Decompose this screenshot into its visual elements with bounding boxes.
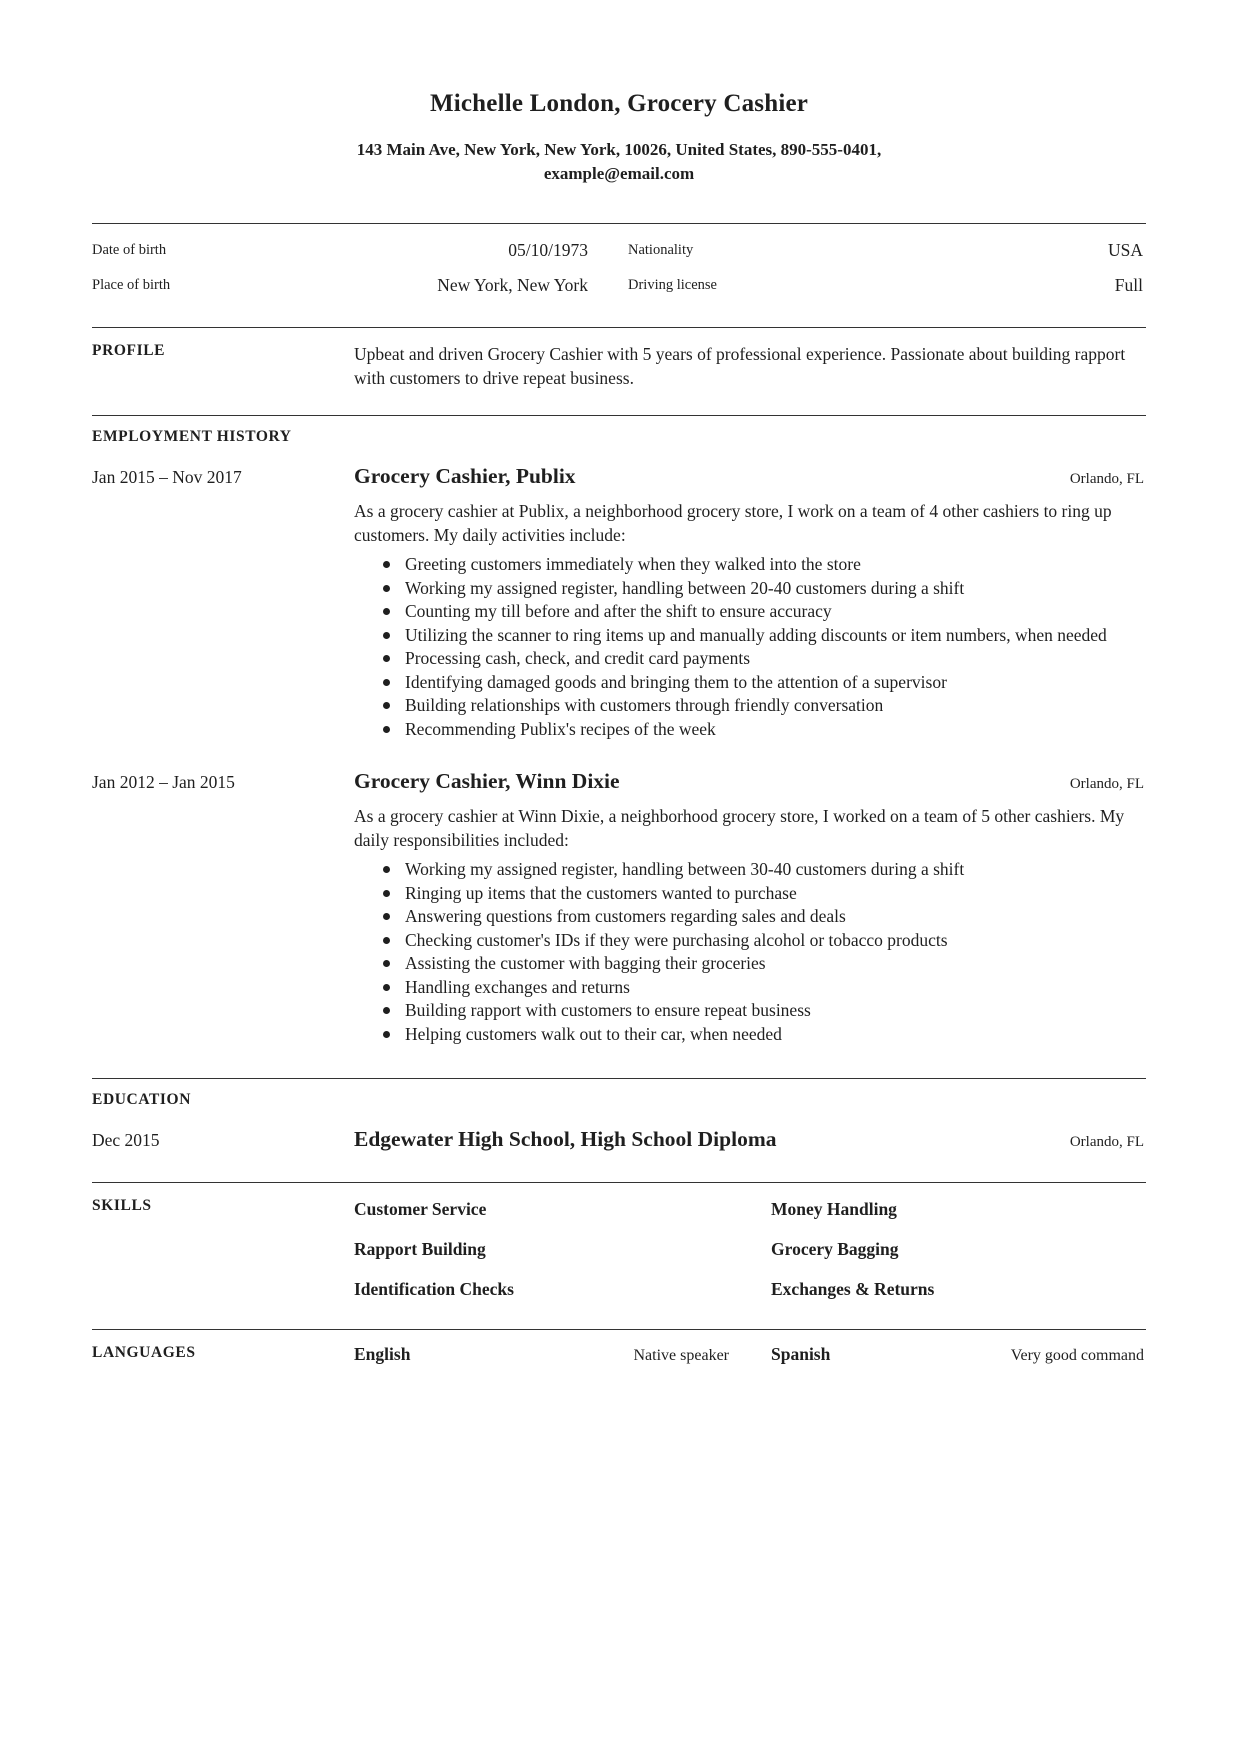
pob-value: New York, New York	[437, 275, 588, 295]
personal-details	[92, 223, 1146, 327]
skill-item: Grocery Bagging	[771, 1239, 899, 1259]
nationality-label: Nationality	[628, 242, 694, 258]
list-item: Assisting the customer with bagging their groceries	[405, 952, 1146, 976]
list-item: Working my assigned register, handling between 30-40 customers during a shift	[405, 858, 1146, 882]
job-title: Grocery Cashier, Winn Dixie	[354, 769, 620, 793]
list-item: Identifying damaged goods and bringing them to the attention of a supervisor	[405, 671, 1146, 695]
list-item: Counting my till before and after the shift to ensure accuracy	[405, 600, 1146, 624]
list-item: Processing cash, check, and credit card payments	[405, 647, 1146, 671]
resume-header	[92, 0, 1146, 186]
education-section	[92, 1079, 1146, 1182]
job-duties-list	[354, 553, 1146, 741]
skill-item: Rapport Building	[354, 1239, 486, 1259]
job-title: Grocery Cashier, Publix	[354, 464, 576, 488]
list-item: Handling exchanges and returns	[405, 976, 1146, 1000]
license-label: Driving license	[628, 277, 717, 293]
skills-list	[354, 1197, 1146, 1301]
contact-email: example@email.com	[543, 164, 695, 183]
education-entry	[92, 1127, 1146, 1152]
list-item: Answering questions from customers regarding sales and deals	[405, 905, 1146, 929]
list-item: Working my assigned register, handling between 20-40 customers during a shift	[405, 577, 1146, 601]
list-item: Utilizing the scanner to ring items up and manually adding discounts or item numbers, when needed	[405, 624, 1146, 648]
education-school: Edgewater High School, High School Diploma	[354, 1127, 777, 1151]
employment-section	[92, 416, 1146, 1078]
list-item: Helping customers walk out to their car, when needed	[405, 1023, 1146, 1047]
contact-info	[92, 138, 1146, 186]
job-description: As a grocery cashier at Publix, a neighborhood grocery store, I work on a team of 4 other cashiers to ring up customers. My daily activities include:	[354, 501, 1112, 545]
job-location: Orlando, FL	[1069, 471, 1144, 487]
language-item	[354, 1344, 771, 1365]
license-value: Full	[1114, 275, 1143, 295]
languages-section	[92, 1330, 1146, 1365]
education-date: Dec 2015	[92, 1130, 160, 1150]
job-entry	[92, 464, 1146, 741]
resume-page	[92, 0, 1146, 1754]
job-entry	[92, 769, 1146, 1046]
education-location: Orlando, FL	[1069, 1134, 1144, 1150]
language-level: Native speaker	[633, 1347, 729, 1364]
list-item: Recommending Publix's recipes of the week	[405, 718, 1146, 742]
language-name: English	[354, 1344, 411, 1364]
list-item: Greeting customers immediately when they walked into the store	[405, 553, 1146, 577]
section-title-employment: EMPLOYMENT HISTORY	[92, 428, 292, 445]
languages-list	[354, 1344, 1146, 1365]
language-level: Very good command	[1010, 1347, 1144, 1364]
list-item: Checking customer's IDs if they were purchasing alcohol or tobacco products	[405, 929, 1146, 953]
dob-label: Date of birth	[92, 242, 167, 258]
job-dates: Jan 2012 – Jan 2015	[92, 772, 235, 792]
contact-address-line: 143 Main Ave, New York, New York, 10026, United States, 890-555-0401,	[356, 140, 882, 159]
section-title-languages: LANGUAGES	[92, 1344, 196, 1361]
language-name: Spanish	[771, 1344, 831, 1364]
pob-label: Place of birth	[92, 277, 171, 293]
job-dates: Jan 2015 – Nov 2017	[92, 467, 242, 487]
list-item: Building rapport with customers to ensure repeat business	[405, 999, 1146, 1023]
skill-item: Money Handling	[771, 1199, 897, 1219]
skill-item: Customer Service	[354, 1199, 487, 1219]
language-item	[771, 1344, 1146, 1365]
section-title-education: EDUCATION	[92, 1091, 191, 1108]
nationality-value: USA	[1107, 240, 1143, 260]
job-description: As a grocery cashier at Winn Dixie, a neighborhood grocery store, I worked on a team of 5 other cashiers. My daily responsibilities included:	[354, 806, 1125, 850]
skill-item: Exchanges & Returns	[771, 1279, 935, 1299]
skills-section	[92, 1183, 1146, 1329]
list-item: Building relationships with customers through friendly conversation	[405, 694, 1146, 718]
dob-value: 05/10/1973	[508, 240, 588, 260]
list-item: Ringing up items that the customers wanted to purchase	[405, 882, 1146, 906]
profile-text: Upbeat and driven Grocery Cashier with 5 years of professional experience. Passionate about building rapport with customers to drive repeat business.	[354, 344, 1126, 388]
section-title-skills: SKILLS	[92, 1197, 152, 1214]
profile-section	[92, 328, 1146, 415]
skill-item: Identification Checks	[354, 1279, 514, 1299]
section-title-profile: PROFILE	[92, 342, 166, 359]
job-location: Orlando, FL	[1069, 776, 1144, 792]
job-duties-list	[354, 858, 1146, 1046]
candidate-name: Michelle London, Grocery Cashier	[429, 90, 809, 117]
